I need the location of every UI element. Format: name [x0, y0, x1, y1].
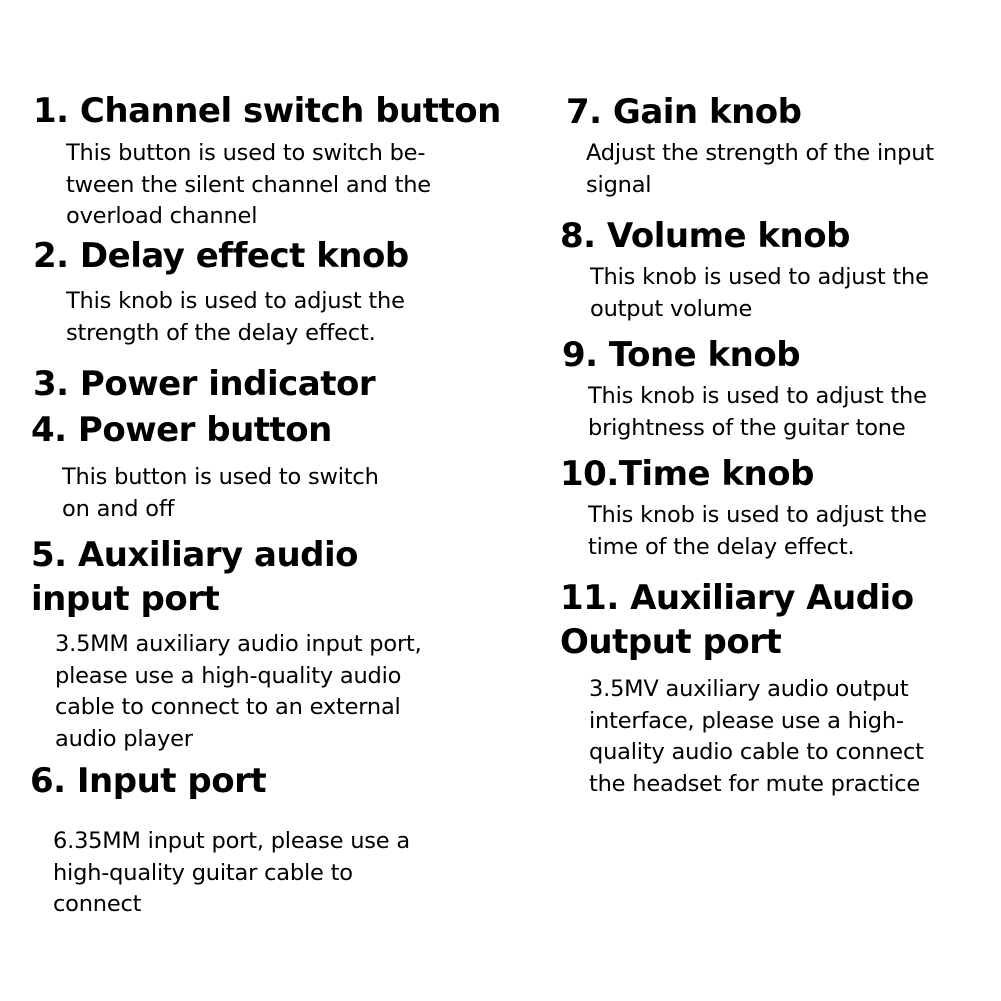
item-9-description: This knob is used to adjust the brightness of the guitar tone: [588, 383, 927, 441]
item-11-title: 11. Auxiliary Audio Output port: [560, 578, 914, 662]
item-6-title: 6. Input port: [30, 761, 267, 801]
item-4-title: 4. Power button: [31, 410, 332, 450]
item-9-title: 9. Tone knob: [562, 335, 801, 375]
item-5-description: 3.5MM auxiliary audio input port, please use a high-quality audio cable to connect to an external audio player: [55, 631, 422, 752]
item-10-title: 10.Time knob: [560, 454, 814, 494]
item-8-title: 8. Volume knob: [560, 216, 850, 256]
item-3-title: 3. Power indicator: [33, 364, 376, 404]
item-4-description: This button is used to switch on and off: [62, 464, 379, 522]
item-11-description: 3.5MV auxiliary audio output interface, please use a high- quality audio cable to connect the headset for mute practice: [589, 676, 924, 797]
item-1-description: This button is used to switch be- tween the silent channel and the overload channel: [66, 140, 431, 229]
item-7-description: Adjust the strength of the input signal: [586, 140, 934, 198]
item-7-title: 7. Gain knob: [566, 92, 802, 132]
item-2-title: 2. Delay effect knob: [33, 236, 409, 276]
item-10-description: This knob is used to adjust the time of the delay effect.: [588, 502, 927, 560]
item-1-title: 1. Channel switch button: [33, 91, 501, 131]
item-8-description: This knob is used to adjust the output volume: [590, 264, 929, 322]
item-5-title: 5. Auxiliary audio input port: [31, 535, 359, 619]
item-2-description: This knob is used to adjust the strength of the delay effect.: [66, 288, 405, 346]
item-6-description: 6.35MM input port, please use a high-quality guitar cable to connect: [53, 828, 410, 917]
